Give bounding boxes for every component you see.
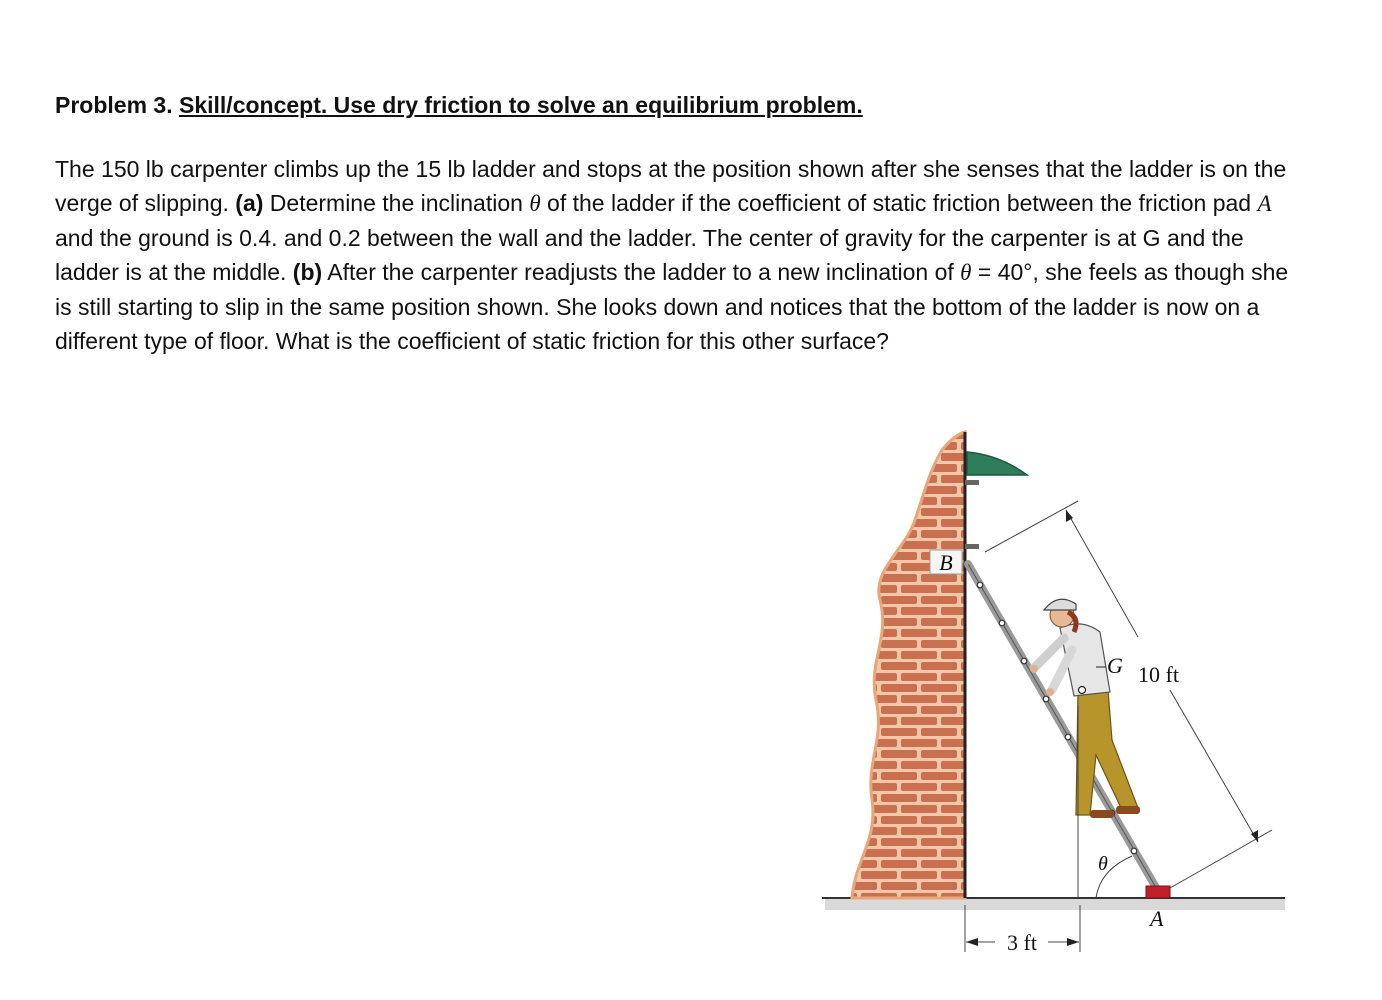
statement-part-4: and the ground is 0.4. and 0.2 between the wall and the ladder. The center of gravity for the carpenter is at G and the ladder is at the middle. <box>55 225 1244 285</box>
dim-line-10ft-lower <box>1170 690 1258 842</box>
theta-symbol-2: θ <box>960 260 972 285</box>
dim-arrow-left <box>966 938 978 946</box>
brick-wall <box>852 432 965 898</box>
friction-pad-a <box>1146 886 1170 898</box>
ladder-figure <box>810 425 1290 970</box>
carpenter-shoe-1 <box>1090 810 1114 818</box>
ext-line-top <box>985 501 1078 552</box>
statement-part-2: Determine the inclination <box>263 190 530 216</box>
theta-symbol: θ <box>529 191 541 216</box>
center-of-gravity-marker <box>1079 687 1086 694</box>
part-b-label: (b) <box>292 259 323 285</box>
label-a: A <box>1150 906 1164 931</box>
carpenter-shoe-2 <box>1116 806 1140 814</box>
carpenter-figure <box>1030 599 1140 818</box>
problem-number: Problem 3. <box>55 92 173 118</box>
wall-bracket-top <box>965 480 979 485</box>
dim-label-base: 3 ft <box>1007 930 1037 955</box>
umbrella-shape <box>967 452 1027 475</box>
statement-part-6: = 40°, she feels as though she is still starting to slip in the same position shown. She looks down and notices that the bottom of the ladder is now on a different type of floor. What is the coefficient of static friction for this other surface? <box>55 259 1289 354</box>
problem-heading <box>55 90 1355 120</box>
carpenter-arm-1 <box>1034 638 1064 668</box>
pad-symbol: A <box>1257 191 1272 216</box>
part-a-label: (a) <box>235 190 264 216</box>
dim-arrow-right <box>1067 938 1079 946</box>
label-g: G <box>1107 653 1123 678</box>
ground-surface <box>825 898 1285 910</box>
statement-part-5: After the carpenter readjusts the ladder to a new inclination of <box>322 259 961 285</box>
carpenter-hand-2 <box>1046 688 1054 696</box>
label-b: B <box>939 550 953 575</box>
statement-part-3: of the ladder if the coefficient of static friction between the friction pad <box>540 190 1258 216</box>
problem-statement <box>55 152 1300 358</box>
label-theta: θ <box>1098 853 1108 875</box>
hard-hat <box>1044 599 1076 610</box>
carpenter-hand-1 <box>1030 665 1038 673</box>
wall-bracket-lower <box>965 544 979 549</box>
problem-skill: Skill/concept. Use dry friction to solve an equilibrium problem. <box>179 92 863 118</box>
statement-part-1: The 150 lb carpenter climbs up the 15 lb ladder and stops at the position shown after she senses that the ladder is on the verge of slipping. <box>55 156 1287 216</box>
dim-label-ladder: 10 ft <box>1138 662 1179 687</box>
